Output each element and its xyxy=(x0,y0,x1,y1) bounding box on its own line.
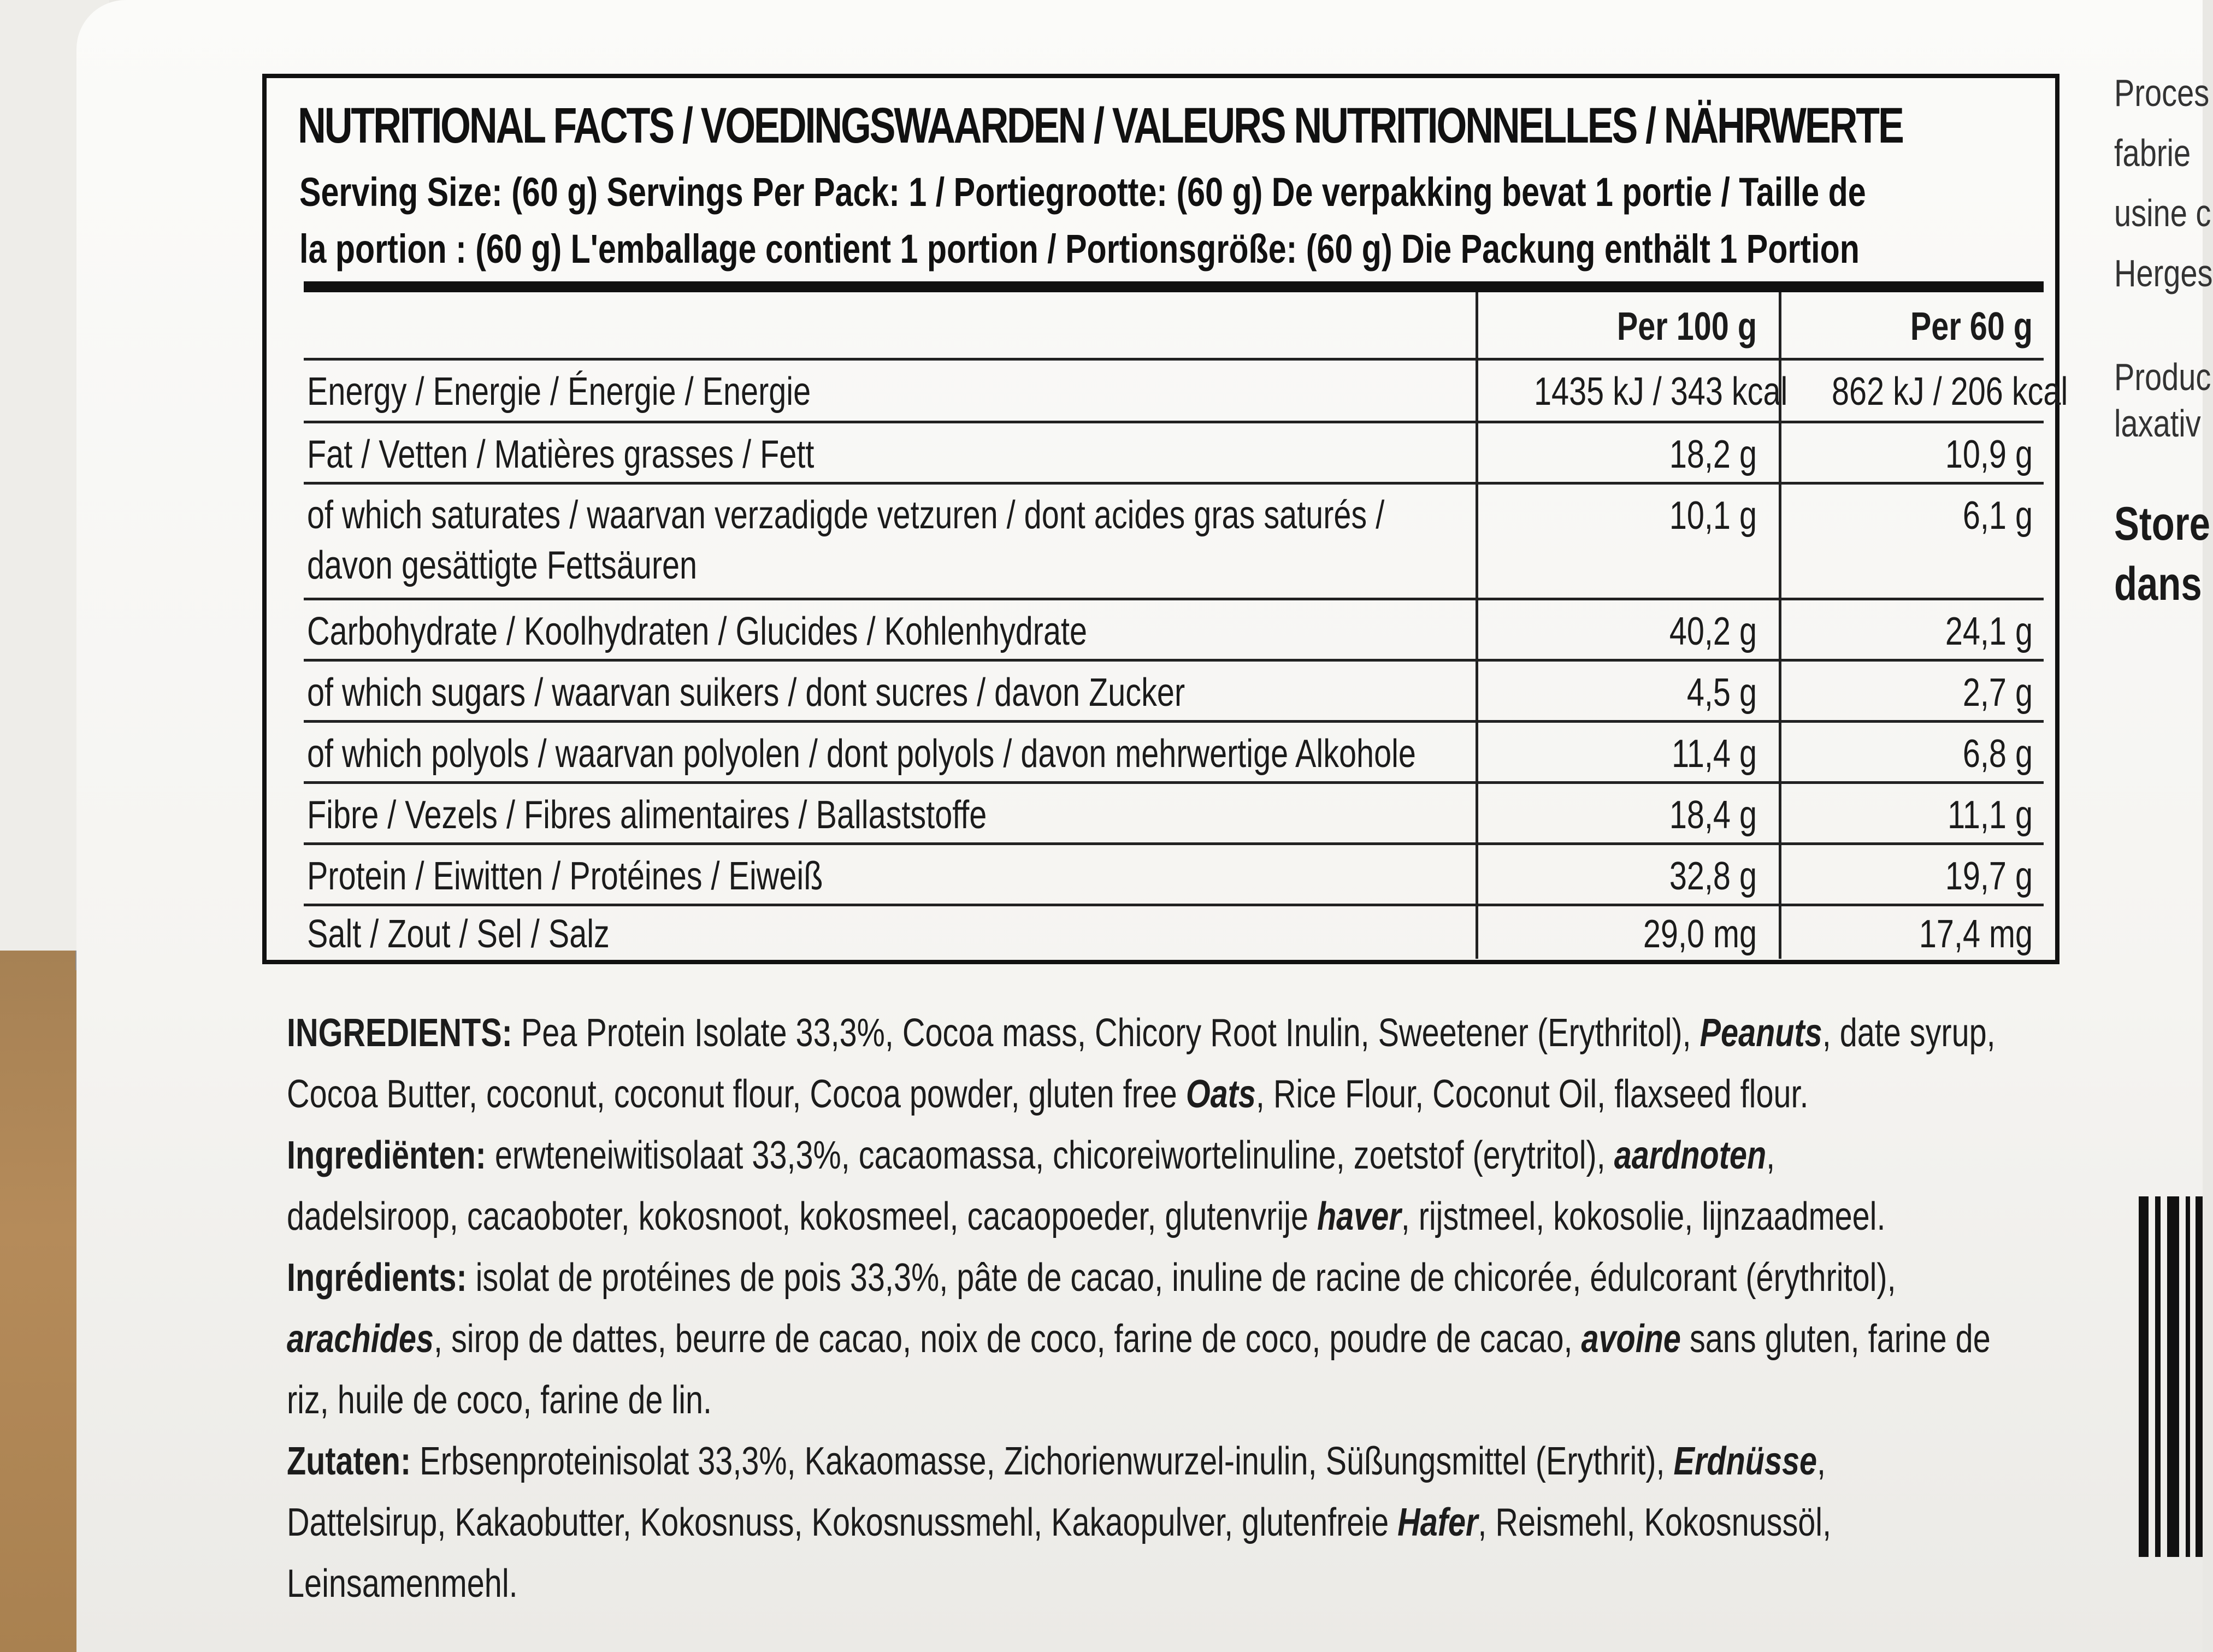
value-per-60g: 17,4 mg xyxy=(1779,906,2044,959)
value-per-60g: 24,1 g xyxy=(1779,600,2044,659)
header-per-60g: Per 60 g xyxy=(1779,292,2044,358)
table-row xyxy=(304,723,2044,784)
value-per-100g: 10,1 g xyxy=(1476,485,1779,598)
table-row xyxy=(304,784,2044,845)
right-edge-storage-text: Store xyxy=(2114,498,2210,550)
ingredients-en-line-2: Cocoa Butter, coconut, coconut flour, Cocoa powder, gluten free Oats, Rice Flour, Coconut Oil, flaxseed flour. xyxy=(287,1072,1809,1116)
nutrient-label: of which sugars / waarvan suikers / dont sucres / davon Zucker xyxy=(307,671,1185,715)
table-row xyxy=(304,906,2044,959)
nutrient-label: Protein / Eiwitten / Protéines / Eiweiß xyxy=(307,854,823,898)
nutrient-label: Fibre / Vezels / Fibres alimentaires / Ballaststoffe xyxy=(307,793,987,837)
header-nutrient xyxy=(304,292,1476,358)
ingredients-fr-line-2: arachides, sirop de dattes, beurre de cacao, noix de coco, farine de coco, poudre de cacao, avoine sans gluten, farine de xyxy=(287,1317,1991,1361)
right-edge-text: Herges xyxy=(2114,252,2213,294)
ingredients-block xyxy=(287,1002,2090,1614)
right-edge-text: Proces xyxy=(2114,72,2210,114)
nutrient-label: Fat / Vetten / Matières grasses / Fett xyxy=(307,433,815,476)
nutrient-label: Energy / Energie / Énergie / Energie xyxy=(307,370,811,414)
header-per-100g: Per 100 g xyxy=(1476,292,1779,358)
right-edge-text: usine c xyxy=(2114,192,2211,234)
serving-line-1: Serving Size: (60 g) Servings Per Pack: 1 / Portiegrootte: (60 g) De verpakking bevat 1 portie / Taille de xyxy=(299,169,1866,215)
value-per-100g: 18,4 g xyxy=(1476,784,1779,842)
right-edge-text: Produc xyxy=(2114,356,2211,398)
barcode xyxy=(2133,1196,2203,1557)
value-per-60g: 19,7 g xyxy=(1779,845,2044,904)
nutrition-table xyxy=(304,292,2068,959)
value-per-60g: 2,7 g xyxy=(1779,662,2044,720)
nutrient-label: Salt / Zout / Sel / Salz xyxy=(307,912,610,956)
nutrition-title: NUTRITIONAL FACTS / VOEDINGSWAARDEN / VALEURS NUTRITIONNELLES / NÄHRWERTE xyxy=(298,98,1903,154)
value-per-60g: 6,8 g xyxy=(1779,723,2044,781)
ingredients-de-line-1: Zutaten: Erbsenproteinisolat 33,3%, Kakaomasse, Zichorienwurzel-inulin, Süßungsmittel (Erythrit), Erdnüsse, xyxy=(287,1439,1826,1483)
nutrient-label: of which polyols / waarvan polyolen / dont polyols / davon mehrwertige Alkohole xyxy=(307,732,1416,776)
right-edge-text: laxativ xyxy=(2114,402,2201,445)
value-per-100g: 18,2 g xyxy=(1476,423,1779,482)
value-per-100g: 29,0 mg xyxy=(1476,906,1779,959)
table-row xyxy=(304,845,2044,906)
table-row xyxy=(304,423,2044,485)
serving-info xyxy=(299,164,2047,278)
right-edge-text: fabrie xyxy=(2114,132,2191,174)
value-per-100g: 1435 kJ / 343 kcal xyxy=(1476,361,1779,421)
ingredients-en-line-1: INGREDIENTS: Pea Protein Isolate 33,3%, Cocoa mass, Chicory Root Inulin, Sweetener (Erythritol), Peanuts, date syrup, xyxy=(287,1011,1996,1055)
ingredients-de-line-3: Leinsamenmehl. xyxy=(287,1562,518,1606)
ingredients-fr-line-3: riz, huile de coco, farine de lin. xyxy=(287,1378,712,1422)
table-row xyxy=(304,485,2044,600)
right-edge-storage-text: dans xyxy=(2114,558,2202,610)
table-row xyxy=(304,600,2044,662)
table-header-row xyxy=(304,292,2044,361)
ingredients-nl-line-2: dadelsiroop, cacaoboter, kokosnoot, kokosmeel, cacaopoeder, glutenvrije haver, rijstmeel, kokosolie, lijnzaadmeel. xyxy=(287,1195,1886,1238)
serving-line-2: la portion : (60 g) L'emballage contient 1 portion / Portionsgröße: (60 g) Die Packung enthält 1 Portion xyxy=(299,226,1860,272)
value-per-60g: 6,1 g xyxy=(1779,485,2044,598)
value-per-100g: 4,5 g xyxy=(1476,662,1779,720)
table-row xyxy=(304,662,2044,723)
value-per-100g: 40,2 g xyxy=(1476,600,1779,659)
table-row xyxy=(304,361,2068,423)
ingredients-de-line-2: Dattelsirup, Kakaobutter, Kokosnuss, Kokosnussmehl, Kakaopulver, glutenfreie Hafer, Reismehl, Kokosnussöl, xyxy=(287,1501,1832,1544)
value-per-60g: 862 kJ / 206 kcal xyxy=(1779,361,2044,421)
nutrient-label: of which saturates / waarvan verzadigde vetzuren / dont acides gras saturés / davon gesättigte Fettsäuren xyxy=(307,493,1385,587)
value-per-100g: 11,4 g xyxy=(1476,723,1779,781)
value-per-60g: 10,9 g xyxy=(1779,423,2044,482)
nutrition-thick-rule xyxy=(304,281,2044,292)
ingredients-fr-line-1: Ingrédients: isolat de protéines de pois 33,3%, pâte de cacao, inuline de racine de chicorée, édulcorant (érythritol), xyxy=(287,1256,1896,1300)
value-per-60g: 11,1 g xyxy=(1779,784,2044,842)
value-per-100g: 32,8 g xyxy=(1476,845,1779,904)
nutrient-label: Carbohydrate / Koolhydraten / Glucides / Kohlenhydrate xyxy=(307,610,1088,653)
ingredients-nl-line-1: Ingrediënten: erwteneiwitisolaat 33,3%, cacaomassa, chicoreiwortelinuline, zoetstof (erytritol), aardnoten, xyxy=(287,1134,1775,1177)
